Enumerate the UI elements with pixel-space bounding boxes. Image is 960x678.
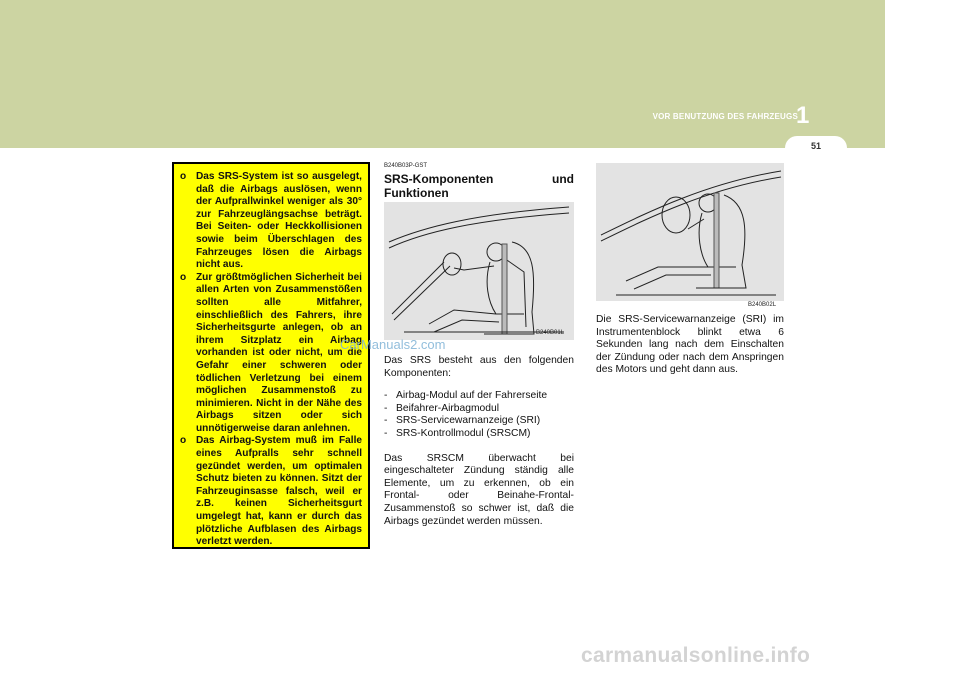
section-title — [384, 172, 574, 200]
chapter-title: VOR BENUTZUNG DES FAHRZEUGS — [652, 112, 798, 121]
section-body — [384, 355, 574, 528]
list-item: - SRS-Kontrollmodul (SRSCM) — [384, 427, 531, 439]
watermark-top: CarManuals2.com — [340, 337, 446, 352]
component-label: SRS-Servicewarnanzeige (SRI) — [396, 415, 541, 427]
warning-bullet: o — [180, 171, 187, 182]
warning-text: Das Airbag-System muß im Falle eines Aufpralls sehr schnell gezündet werden, um optimalen Schutz bieten zu können. Sitzt der Fahrzeuginsasse falsch, weil er z.B. keinen Sicherheitsgurt umgelegt hat, kann er durch das plötzliche Aufblasen des Airbags verletzt werden. — [196, 435, 362, 548]
intro-text: Das SRS besteht aus den folgenden Komponenten: — [384, 355, 574, 379]
srscm-text: Das SRSCM überwacht bei eingeschalteter Zündung ständig alle Elemente, um zu erkennen, ob ein Frontal- oder Beinahe-Frontal-Zusammenstoß so schwer ist, daß die Airbags gezündet werden müssen. — [384, 452, 574, 527]
driver-airbag-illustration — [384, 202, 574, 340]
section-title-word1: SRS-Komponenten — [384, 172, 494, 186]
warning-item — [180, 435, 362, 548]
figure2-code: B240B02L — [748, 302, 777, 308]
warning-item — [180, 171, 362, 272]
warning-box — [172, 162, 370, 549]
list-item: - Airbag-Modul auf der Fahrerseite — [384, 390, 548, 402]
component-label: SRS-Kontrollmodul (SRSCM) — [396, 427, 531, 439]
section-title-line2: Funktionen — [384, 186, 449, 200]
warning-text: Zur größtmöglichen Sicherheit bei allen Arten von Zusammenstößen sollten alle Mitfahrer, einschließlich des Fahrers, ihre Sicherheitsgurte anlegen, ob an ihrem Sitzplatz ein Airbag vorhanden ist oder nicht, um die Gefahr einer schweren oder tödlichen Verletzung bei einem möglichen Zusammenstoß zu minimieren. Nicht in der Nähe des Airbags sitzen oder sich unnötigerweise daran anlehnen. — [196, 271, 362, 434]
warning-text: Das SRS-System ist so ausgelegt, daß die Airbags auslösen, wenn der Aufprallwinkel weniger als 30° zur Fahrzeuglängsachse beträgt. Bei Seiten- oder Heckkollisionen sowie beim Überschlagen des Fahrzeuges lösen die Airbags nicht aus. — [196, 171, 362, 271]
components-list — [384, 390, 574, 440]
component-label: Beifahrer-Airbagmodul — [396, 402, 500, 414]
section-code: B240B03P-GST — [384, 163, 428, 169]
figure1-code: B240B01L — [536, 330, 565, 336]
warning-bullet: o — [180, 435, 187, 447]
list-item: - SRS-Servicewarnanzeige (SRI) — [384, 415, 541, 427]
passenger-airbag-illustration — [596, 163, 784, 301]
list-item: - Beifahrer-Airbagmodul — [384, 402, 500, 414]
watermark-bottom: carmanualsonline.info — [581, 644, 811, 667]
sri-text: Die SRS-Servicewarnanzeige (SRI) im Instrumentenblock blinkt etwa 6 Sekunden lang nach dem Einschalten der Zündung oder nach dem Anspringen des Motors und geht dann aus. — [596, 314, 784, 376]
header-band — [0, 0, 885, 148]
warning-bullet: o — [180, 271, 187, 283]
component-label: Airbag-Modul auf der Fahrerseite — [396, 390, 548, 402]
page-number: 51 — [810, 141, 821, 151]
warning-item — [180, 272, 362, 436]
section-title-word2: und — [552, 172, 574, 186]
chapter-number: 1 — [796, 102, 810, 129]
